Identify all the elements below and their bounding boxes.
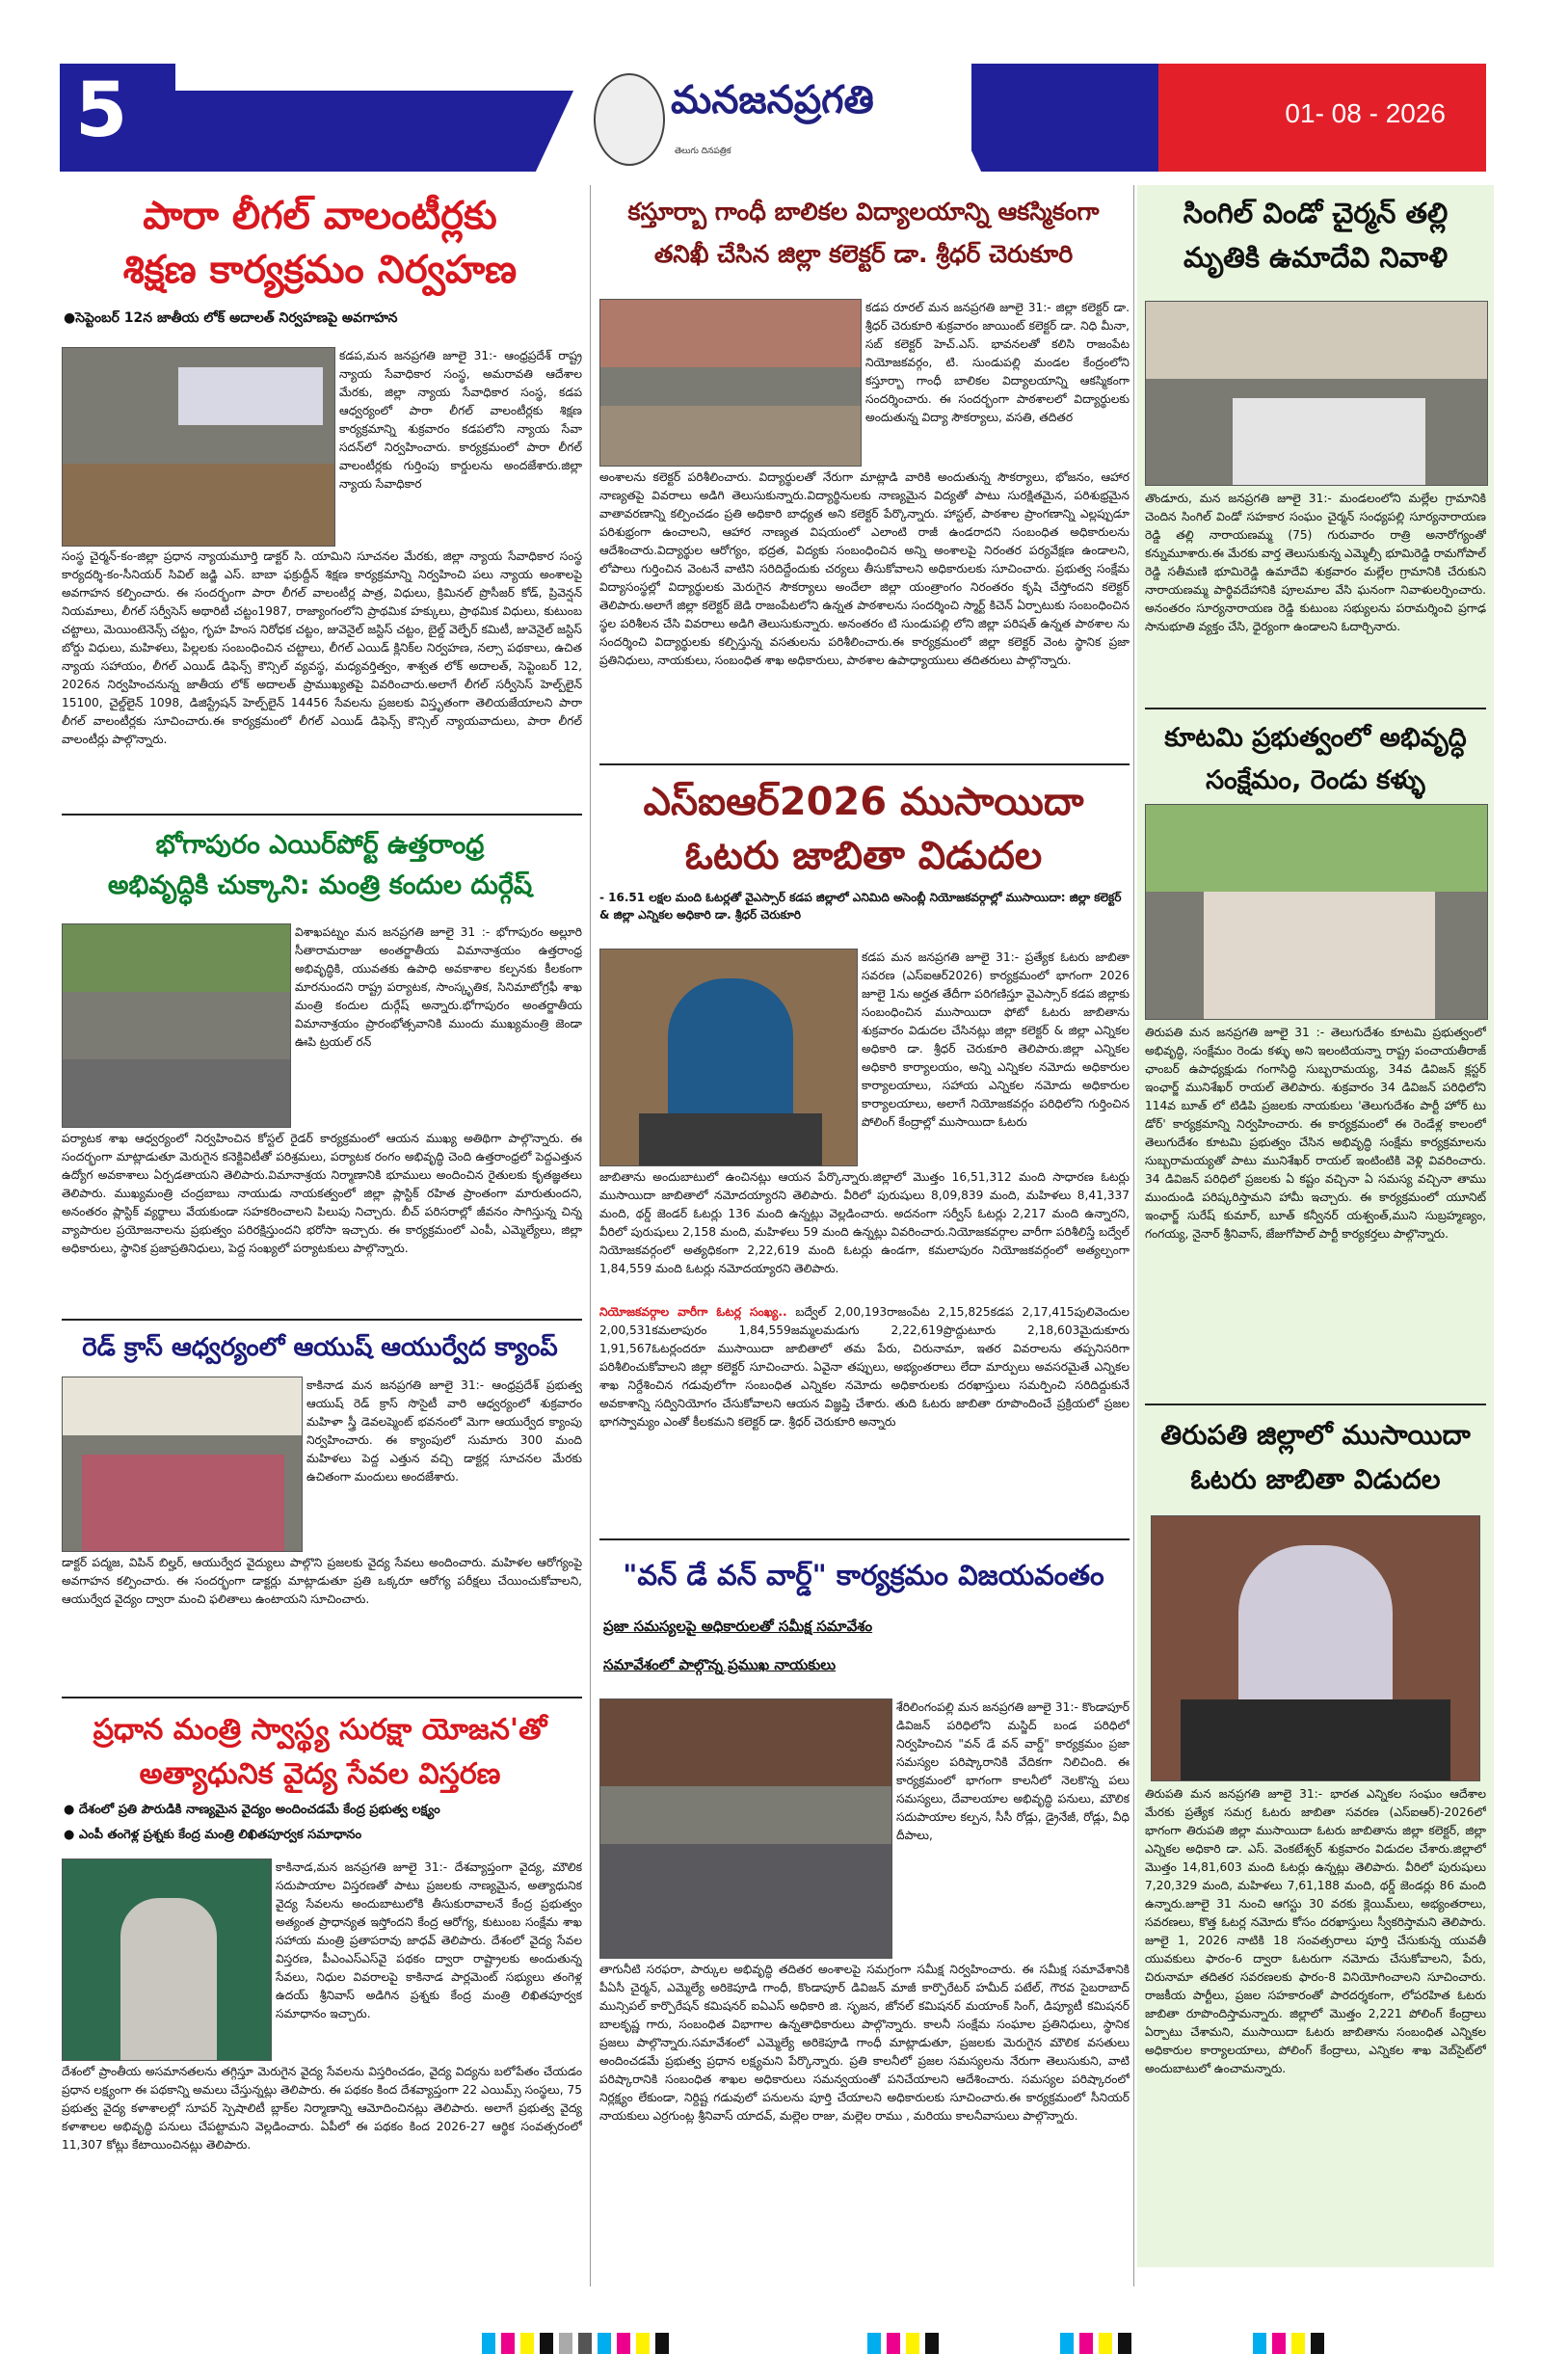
col2-article1-headline [598,191,1130,276]
divider [62,814,582,816]
headline-line1: కస్తూర్బా గాంధీ బాలికల విద్యాలయాన్ని ఆకస్మికంగా [627,198,1100,226]
col1-article3-body: డాక్టర్ పద్మజ, విపిన్ బిల్హర్, ఆయుర్వేద వైద్యులు పాల్గొని ప్రజలకు వైద్య సేవలు అందించారు. మహిళల ఆరోగ్యంపై అవగాహన కల్పించారు. ఈ సందర్భంగా డాక్టర్లు మాట్లాడుతూ ప్రతి ఒక్కరూ ఆరోగ్య పరీక్షలు చేయించుకోవాలని, ఆయుర్వేద వైద్యం ద్వారా మంచి ఫలితాలు ఉంటాయని సూచించారు. [62,1556,582,1606]
airport-minister-photo [62,923,291,1128]
divider [62,1697,582,1698]
headline-line1: తిరుపతి జిల్లాలో ముసాయిదా [1160,1419,1471,1451]
headline-line1: సింగిల్ విండో చైర్మన్ తల్లి [1183,197,1449,229]
masthead [60,64,1486,172]
headline-line1: పారా లీగల్ వాలంటీర్లకు [143,194,497,238]
col1-article2-body: పర్యాటక శాఖ ఆధ్వర్యంలో నిర్వహించిన కోస్టల్ రైడర్ కార్యక్రమంలో ఆయన ముఖ్య అతిథిగా పాల్గొన్నారు. ఈ సందర్భంగా మాట్లాడుతూ మెరుగైన కనెక్టివిటీతో పరిశ్రమలు, పర్యాటక రంగం అభివృద్ధి చెంది ఉత్తరాంధ్రలో పెద్దఎత్తున ఉద్యోగ అవకాశాలు ఏర్పడతాయని తెలిపారు.విమానాశ్రయ నిర్మాణానికి భూములు అందించిన రైతులకు కృతజ్ఞతలు తెలిపారు. ముఖ్యమంత్రి చంద్రబాబు నాయుడు నాయకత్వంలో జిల్లా ప్లాస్టిక్ రహిత ప్రాంతంగా మారుతుందని, అనంతరం ప్లాస్టిక్ వ్యర్థాలు వేయకుండా సహకరించాలని పిలుపు నిచ్చారు. బీచ్ పరిసరాల్లో జీవనం సాగిస్తున్న చిన్న వ్యాపారుల ప్రయోజనాలను ప్రభుత్వం పరిరక్షిస్తుందని భరోసా ఇచ్చారు. ఈ కార్యక్రమంలో ఎంపీ, ఎమ్మెల్యేలు, జిల్లా అధికారులు, స్థానిక ప్రజాప్రతినిధులు, పెద్ద సంఖ్యలో పర్యాటకులు పాల్గొన్నారు. [62,1132,582,1255]
col3-article3-body: తిరుపతి మన జనప్రగతి జూలై 31:- భారత ఎన్నికల సంఘం ఆదేశాల మేరకు ప్రత్యేక సమగ్ర ఓటరు జాబితా సవరణ (ఎస్ఐఆర్)-2026లో భాగంగా తిరుపతి జిల్లా ముసాయిదా ఓటరు జాబితాను జిల్లా కలెక్టర్, జిల్లా ఎన్నికల అధికారి డా. ఎస్. వెంకటేశ్వర్ శుక్రవారం విడుదల చేశారు.జిల్లాలో మొత్తం 14,81,603 మంది ఓటర్లు ఉన్నట్లు తెలిపారు. వీరిలో పురుషులు 7,20,329 మంది, మహిళలు 7,61,188 మంది, థర్డ్ జెండర్లు 86 మంది ఉన్నారు.జూలై 31 నుంచి ఆగస్టు 30 వరకు క్లెయిమ్‌లు, అభ్యంతరాలు, సవరణలు, కొత్త ఓటర్ల నమోదు కోసం దరఖాస్తులు స్వీకరిస్తామని తెలిపారు. జూలై 1, 2026 నాటికి 18 సంవత్సరాలు పూర్తి చేసుకున్న యువతీ యువకులు ఫారం-6 ద్వారా ఓటరుగా నమోదు చేసుకోవాలని, పేరు, చిరునామా తదితర సవరణలకు ఫారం-8 వినియోగించాలని సూచించారు. రాజకీయ పార్టీలు, ప్రజల సహకారంతో పారదర్శకంగా, లోపరహిత ఓటరు జాబితా రూపొందిస్తామన్నారు. జిల్లాలో మొత్తం 2,221 పోలింగ్ కేంద్రాలు ఏర్పాటు చేశామని, ముసాయిదా ఓటరు జాబితాను సంబంధిత ఎన్నికల అధికారుల కార్యాలయాలు, పోలింగ్ కేంద్రాలు, ఎన్నికల శాఖ వెబ్‌సైట్‌లో అందుబాటులో ఉంచామన్నారు. [1145,1787,1486,2075]
headline-line1: ఎస్ఐఆర్2026 ముసాయిదా [643,780,1084,824]
coalition-door-to-door-photo [1145,804,1488,1020]
col1-article4-subhead1: ● దేశంలో ప్రతి పౌరుడికి నాణ్యమైన వైద్యం అందించడమే కేంద్ర ప్రభుత్వ లక్ష్యం [64,1803,440,1817]
col2-article3-headline: "వన్ డే వన్ వార్డ్" కార్యక్రమం విజయవంతం [623,1559,1104,1591]
masthead-right-bar [908,64,1486,172]
issue-date: 01- 08 - 2026 [1285,98,1446,128]
divider [599,1538,1130,1540]
constituency-label: నియోజకవర్గాల వారీగా ఓటర్ల సంఖ్య.. [599,1305,787,1319]
legal-training-photo [62,347,335,547]
constituency-text: బద్వేల్ 2,00,193రాజంపేట 2,15,825కడప 2,17,415పులివెందుల 2,00,531కమలాపురం 1,84,559జమ్మలమడుగు 2,22,619ప్రొద్దుటూరు 2,18,603మైదుకూరు 1,91,567ఓటర్లందరూ ముసాయిదా జాబితాలో తమ పేరు, చిరునామా, ఇతర వివరాలను తప్పనిసరిగా పరిశీలించుకోవాలని జిల్లా కలెక్టర్ సూచించారు. ఏవైనా తప్పులు, అభ్యంతరాలు లేదా మార్పులు అవసరమైతే ఎన్నికల శాఖ నిర్దేశించిన గడువులోగా సంబంధిత ఎన్నికల నమోదు అధికారులకు దరఖాస్తులు సమర్పించి సరిదిద్దుకునే అవకాశాన్ని సద్వినియోగం చేసుకోవాలని ఆయన విజ్ఞప్తి చేశారు. తుది ఓటరు జాబితా రూపొందించే ప్రక్రియలో ప్రజల భాగస్వామ్యం ఎంతో కీలకమని కలెక్టర్ డా. శ్రీధర్ చెరుకూరి అన్నారు [599,1305,1130,1429]
paper-tagline: తెలుగు దినపత్రిక [675,147,731,156]
ayush-camp-photo [62,1377,303,1552]
divider [1145,1404,1486,1405]
collector-press-photo [599,949,858,1166]
col3-article2-headline [1137,717,1494,802]
col1-article1-body-side: కడప,మన జనప్రగతి జూలై 31:- ఆంధ్రప్రదేశ్ రాష్ట్ర న్యాయ సేవాధికార సంస్థ, అమరావతి ఆదేశాల మేరకు, జిల్లా న్యాయ సేవాధికార సంస్థ, కడప ఆధ్వర్యంలో పారా లీగల్ వాలంటీర్లకు శిక్షణ కార్యక్రమాన్ని శుక్రవారం కడపలోని న్యాయ సేవా సదన్‌లో నిర్వహించారు. కార్యక్రమంలో పారా లీగల్ వాలంటీర్లకు గుర్తింపు కార్డులను అందజేశారు.జిల్లా న్యాయ సేవాధికార [339,349,582,491]
col1-article3-headline: రెడ్ క్రాస్ ఆధ్వర్యంలో ఆయుష్ ఆయుర్వేద క్యాంప్ [82,1333,558,1362]
logo-portrait-icon [594,73,665,166]
col2-article3-body-side: శేరిలింగంపల్లి మన జనప్రగతి జూలై 31:- కొండాపూర్ డివిజన్ పరిధిలోని మస్జిద్ బండ పరిధిలో నిర్వహించిన "వన్ డే వన్ వార్డ్" కార్యక్రమం ప్రజా సమస్యల పరిష్కారానికి వేదికగా నిలిచింది. ఈ కార్యక్రమంలో భాగంగా కాలనీలో నెలకొన్న పలు సమస్యలు, దేవాలయాల అభివృద్ధి పనులు, మౌలిక సదుపాయాల కల్పన, సీసీ రోడ్లు, డ్రైనేజీ, రోడ్లు, వీధి దీపాలు, [896,1700,1130,1842]
col2-article1-body-side: కడప రూరల్ మన జనప్రగతి జూలై 31:- జిల్లా కలెక్టర్ డా. శ్రీధర్ చెరుకూరి శుక్రవారం జాయింట్ కలెక్టర్ డా. నిధి మీనా, సబ్ కలెక్టర్ హెచ్.ఎస్. భావనలతో కలిసి రాజంపేట నియోజకవర్గం, టి. సుండుపల్లి మండల కేంద్రంలోని కస్తూర్బా గాంధీ బాలికల విద్యాలయాన్ని ఆకస్మికంగా సందర్శించారు. ఈ సందర్భంగా పాఠశాలలో విద్యార్థులకు అందుతున్న విద్యా సౌకర్యాలు, వసతి, తదితర [865,301,1130,424]
col2-article1-body: అంశాలను కలెక్టర్ పరిశీలించారు. విద్యార్థులతో నేరుగా మాట్లాడి వారికి అందుతున్న సౌకర్యాలు, భోజనం, ఆహార నాణ్యతపై వివరాలు అడిగి తెలుసుకున్నారు.విద్యార్థినులకు నాణ్యమైన విద్యతో పాటు సురక్షితమైన, పరిశుభ్రమైన వాతావరణాన్ని కల్పించడం ప్రతి అధికారి బాధ్యత అని కలెక్టర్ పేర్కొన్నారు. హాస్టల్, పాఠశాల ప్రాంగణాన్ని ఎల్లప్పుడూ పరిశుభ్రంగా ఉంచాలని, ఆహార నాణ్యత విషయంలో ఎలాంటి రాజీ ఉండరాదని సంబంధిత అధికారులను ఆదేశించారు.విద్యార్థుల ఆరోగ్యం, భద్రత, విద్యకు సంబంధించిన అన్ని అంశాలపై నిరంతర పర్యవేక్షణ ఉండాలని, లోపాలు గుర్తించిన వెంటనే వాటిని సరిదిద్దేందుకు చర్యలు తీసుకోవాలని అధికారులకు సూచించారు. ప్రభుత్వ సంక్షేమ విద్యాసంస్థల్లో విద్యార్థులకు మెరుగైన సౌకర్యాలు అందేలా జిల్లా యంత్రాంగం నిరంతరం కృషి చేస్తోందని కలెక్టర్ తెలిపారు.అలాగే జిల్లా కలెక్టర్ జెడి రాజంపేటలోని ఉన్నత పాఠశాలను సందర్శించి స్మార్ట్ కిచెన్ ఏర్పాటుకు సంబంధించిన స్థల పరిశీలన చేసి వివరాలు అడిగి తెలుసుకున్నారు. అనంతరం టి సుండుపల్లి లోని జిల్లా పరిషత్ ఉన్నత పాఠశాల ను సందర్శించి విద్యార్థులకు కల్పిస్తున్న వసతులను పరిశీలించారు.ఈ కార్యక్రమంలో జిల్లా కలెక్టర్ వెంట స్థానిక ప్రజా ప్రతినిధులు, నాయకులు, సంబంధిత శాఖ అధికారులు, పాఠశాల ఉపాధ్యాయులు తదితరులు పాల్గొన్నారు. [599,470,1130,667]
headline-line1: భోగాపురం ఎయిర్‌పోర్ట్ ఉత్తరాంధ్ర [155,830,485,860]
col1-article1-subhead: ●సెప్టెంబర్ 12న జాతీయ లోక్ అదాలత్ నిర్వహణపై అవగాహన [64,310,398,326]
col3-article1-headline [1137,191,1494,280]
col1-article2-headline [60,825,580,906]
page-number: 5 [75,67,128,154]
col3-article1-body: తొండూరు, మన జనప్రగతి జూలై 31:- మండలంలోని మల్లేల గ్రామానికి చెందిన సింగిల్ విండో సహకార సంఘం చైర్మన్ సంధ్యపల్లి సూర్యనారాయణ రెడ్డి తల్లి నారాయణమ్మ (75) గురువారం రాత్రి అనారోగ్యంతో కన్నుమూశారు.ఈ మేరకు వార్త తెలుసుకున్న ఎమ్మెల్సీ భూమిరెడ్డి రామగోపాల్ రెడ్డి సతీమణి భూమిరెడ్డి ఉమాదేవి శుక్రవారం మల్లేల గ్రామానికి చేరుకుని నారాయణమ్మ పార్థివదేహానికి పూలమాల వేసి ఘనంగా నివాళులర్పించారు. అనంతరం సూర్యనారాయణ రెడ్డి కుటుంబ సభ్యులను పరామర్శించి ప్రగాఢ సానుభూతి వ్యక్తం చేసి, ధైర్యంగా ఉండాలని ఓదార్చినారు. [1145,492,1486,633]
collector-school-visit-photo [599,299,862,467]
headline-line1: ప్రధాన మంత్రి స్వాస్థ్య సురక్షా యోజన'తో [93,1713,547,1747]
col1-article1-body: సంస్థ చైర్మన్-కం-జిల్లా ప్రధాన న్యాయమూర్తి డాక్టర్ సి. యామిని సూచనల మేరకు, జిల్లా న్యాయ సేవాధికార సంస్థ కార్యదర్శి-కం-సీనియర్ సివిల్ జడ్జి ఎస్. బాబా ఫక్రుద్దీన్ శిక్షణ కార్యక్రమాన్ని నిర్వహించి పలు న్యాయ అంశాలపై అవగాహన కల్పించారు. ఈ సందర్భంగా పారా లీగల్ వాలంటీర్ల పాత్ర, విధులు, క్రిమినల్ ప్రొసీజర్ కోడ్, ప్రివెన్షన్ నియమాలు, లీగల్ సర్వీసెస్ అథారిటీ చట్టం1987, రాజ్యాంగంలోని ప్రాథమిక హక్కులు, ప్రాథమిక విధులు, కుటుంబ చట్టాలు, మెయింటెనెన్స్ చట్టం, గృహ హింస నిరోధక చట్టం, జువెనైల్ జస్టిస్ చట్టం, బైల్డ్ వెల్ఫేర్ కమిటీ, జువెనైల్ జస్టిస్ బోర్డు విధులు, మహిళలు, పిల్లలకు సంబంధించిన చట్టాలు, లీగల్ ఎయిడ్ క్లినిక్‌ల నిర్వహణ, నల్సా పథకాలు, ఉచిత న్యాయ సహాయం, లీగల్ ఎయిడ్ డిఫెన్స్ కౌన్సిల్ వ్యవస్థ, మధ్యవర్తిత్వం, శాశ్వత లోక్ అదాలత్, సెప్టెంబర్ 12, 2026న నిర్వహించనున్న జాతీయ లోక్ అదాలత్ ప్రాముఖ్యతపై వివరించారు.అలాగే లీగల్ సర్వీసెస్ హెల్ప్‌లైన్ 15100, చైల్డ్‌లైన్ 1098, డిజిస్ట్రేషన్ హెల్ప్‌లైన్ 14456 సేవలను ప్రజలకు విస్తృతంగా తెలియజేయాలని పారా లీగల్ వాలంటీర్లకు సూచించారు.ఈ కార్యక్రమంలో లీగల్ ఎయిడ్ డిఫెన్స్ కౌన్సిల్ న్యాయవాదులు, పారా లీగల్ వాలంటీర్లు పాల్గొన్నారు. [62,549,582,746]
mp-parliament-photo [62,1859,272,2061]
divider [599,763,1130,765]
col1-article4-headline [60,1708,580,1797]
masthead-left-bar [60,64,628,172]
col1-article3-body-side: కాకినాడ మన జనప్రగతి జూలై 31:- ఆంధ్రప్రదేశ్ ప్రభుత్వ ఆయుష్ రెడ్ క్రాస్ సొసైటీ వారి ఆధ్వర్యంలో శుక్రవారం మహిళా స్త్రీ డెవలప్మెంట్ భవనంలో మెగా ఆయుర్వేద క్యాంపు నిర్వహించారు. ఈ క్యాంపులో సుమారు 300 మంది మహిళలు పెద్ద ఎత్తున వచ్చి డాక్టర్ల సూచనల మేరకు ఉచితంగా మందులు అందజేశారు. [306,1378,582,1484]
col3-article3-headline [1137,1413,1494,1502]
col2-article2-headline [598,775,1130,883]
print-color-bar [0,2333,1542,2354]
col1-article2-body-side: విశాఖపట్నం మన జనప్రగతి జూలై 31 :- భోగాపురం అల్లూరి సీతారామరాజు అంతర్జాతీయ విమానాశ్రయం ఉత్తరాంధ్ర అభివృద్ధికి, యువతకు ఉపాధి అవకాశాల కల్పనకు కీలకంగా మారనుందని రాష్ట్ర పర్యాటక, సాంస్కృతిక, సినిమాటోగ్రఫీ శాఖ మంత్రి కందుల దుర్గేష్ అన్నారు.భోగాపురం అంతర్జాతీయ విమానాశ్రయం ప్రారంభోత్సవానికి ముందు ముఖ్యమంత్రి జెండా ఊపి ట్రయల్ రన్ [295,925,582,1049]
column-rule [590,185,591,2286]
col1-article4-subhead2: ● ఎంపీ తంగెళ్ల ప్రశ్నకు కేంద్ర మంత్రి లిఖితపూర్వక సమాధానం [64,1828,362,1842]
column-rule [1133,185,1134,2286]
headline-line2: శిక్షణ కార్యక్రమం నిర్వహణ [122,248,518,292]
col1-article1-headline [60,189,580,297]
headline-line1: కూటమి ప్రభుత్వంలో అభివృద్ధి [1164,723,1467,753]
headline-line2: అభివృద్ధికి చుక్కాని: మంత్రి కందుల దుర్గేష్ [107,870,533,900]
divider [1145,708,1486,709]
paper-name: మనజనప్రగతి [671,77,874,122]
headline-line2: మృతికి ఉమాదేవి నివాళి [1183,241,1449,274]
col1-article4-body-side: కాకినాడ,మన జనప్రగతి జూలై 31:- దేశవ్యాప్తంగా వైద్య, మౌలిక సదుపాయాల విస్తరణతో పాటు ప్రజలకు నాణ్యమైన, అత్యాధునిక వైద్య సేవలను అందుబాటులోకి తీసుకురావాలనే కేంద్ర ప్రభుత్వం అత్యంత ప్రాధాన్యత ఇస్తోందని కేంద్ర ఆరోగ్య, కుటుంబ సంక్షేమ శాఖ సహాయ మంత్రి ప్రతాపరావు జాధవ్ తెలిపారు. దేశంలో వైద్య సేవల విస్తరణ, పీఎంఎస్ఎస్‌వై పథకం ద్వారా రాష్ట్రాలకు అందుతున్న సేవలు, నిధుల వివరాలపై కాకినాడ పార్లమెంట్ సభ్యులు తంగెళ్ల ఉదయ్ శ్రీనివాస్ అడిగిన ప్రశ్నకు కేంద్ర మంత్రి లిఖితపూర్వక సమాధానం ఇచ్చారు. [276,1860,582,2020]
headline-line2: తనిఖీ చేసిన జిల్లా కలెక్టర్ డా. శ్రీధర్ చెరుకూరి [653,240,1074,268]
col2-article2-subhead: - 16.51 లక్షల మంది ఓటర్లతో వైఎస్సార్ కడప జిల్లాలో ఎనిమిది అసెంబ్లీ నియోజకవర్గాల్లో ముసాయిదా: జిల్లా కలెక్టర్ & జిల్లా ఎన్నికల అధికారి డా. శ్రీధర్ చెరుకూరి [599,891,1122,922]
col2-article2-constituencies [599,1303,1130,1531]
col2-article3-subhead1: ప్రజా సమస్యలపై అధికారులతో సమీక్ష సమావేశం [603,1618,873,1635]
col3-article2-body: తిరుపతి మన జనప్రగతి జూలై 31 :- తెలుగుదేశం కూటమి ప్రభుత్వంలో అభివృద్ధి, సంక్షేమం రెండు కళ్ళు అని ఇలంటియన్నా రాష్ట్ర పంచాయతీరాజ్ ఛాంబర్ ఉపాధ్యక్షుడు గంగాసిద్ధి సుబ్బరామయ్య, 34వ డివిజన్ క్లస్టర్ ఇంఛార్జ్ మునిశేఖర్ రాయల్ తెలిపారు. శుక్రవారం 34 డివిజన్ పరిధిలోని 114వ బూత్ లో టిడిపి ప్రజలకు నాయకులు 'తెలుగుదేశం పార్టీ హోర్ టు డోర్' కార్యక్రమాన్ని నిర్వహించారు. ఈ కార్యక్రమంలో ఈ రెండేళ్ల కాలంలో తెలుగుదేశం కూటమి ప్రభుత్వం చేసిన అభివృద్ధి సంక్షేమ కార్యక్రమాలను సుబ్బరామయ్యతో పాటు మునిశేఖర్ రాయల్ ఇంటింటికి వెళ్లి వివరించారు. 34 డివిజన్ పరిధిలో ప్రజలకు ఏ కష్టం వచ్చినా ఏ సమస్య వచ్చినా తాము ముందుండి పరిష్కరిస్తామని హామీ ఇచ్చారు. ఈ కార్యక్రమంలో యూనిట్ ఇంఛార్జ్ సురేష్ కుమార్, బూత్ కన్వీనర్ యశ్వంత్,ముని సుబ్రహ్మణ్యం, గంగయ్య, నైనార్ శ్రీనివాస్, జేజుగోపాల్ పార్టీ కార్యకర్తలు పాల్గొన్నారు. [1145,1026,1486,1241]
one-day-one-ward-meeting-photo [599,1698,892,1959]
divider [62,1319,582,1321]
col2-article2-body-side: కడప మన జనప్రగతి జూలై 31:- ప్రత్యేక ఓటరు జాబితా సవరణ (ఎస్ఐఆర్2026) కార్యక్రమంలో భాగంగా 2026 జూలై 1ను అర్హత తేదీగా పరిగణిస్తూ వైఎస్సార్ కడప జిల్లాకు సంబంధించిన ముసాయిదా ఫోటో ఓటరు జాబితాను శుక్రవారం విడుదల చేసినట్లు జిల్లా కలెక్టర్ & జిల్లా ఎన్నికల అధికారి డా. శ్రీధర్ చెరుకూరి తెలిపారు.జిల్లా ఎన్నికల అధికారి కార్యాలయం, అన్ని ఎన్నికల నమోదు అధికారుల కార్యాలయాలు, సహాయ ఎన్నికల నమోదు అధికారుల కార్యాలయాలు, అలాగే నియోజకవర్గం పరిధిలోని గుర్తించిన పోలింగ్ కేంద్రాల్లో ముసాయిదా ఓటరు [862,950,1130,1129]
col1-article4-body: దేశంలో ప్రాంతీయ అసమానతలను తగ్గిస్తూ మెరుగైన వైద్య సేవలను విస్తరించడం, వైద్య విద్యను బలోపేతం చేయడం ప్రధాన లక్ష్యంగా ఈ పథకాన్ని అమలు చేస్తున్నట్లు తెలిపారు. ఈ పథకం కింద దేశవ్యాప్తంగా 22 ఎయిమ్స్ సంస్థలు, 75 ప్రభుత్వ వైద్య కళాశాలల్లో సూపర్ స్పెషాలిటీ బ్లాక్‌ల నిర్మాణాన్ని ఆమోదించినట్లు తెలిపారు. అలాగే ప్రభుత్వ వైద్య కళాశాలల అభివృద్ధి పనులు చేపట్టామని వెల్లడించారు. ఏపీలో ఈ పథకం కింద 2026-27 ఆర్థిక సంవత్సరంలో 11,307 కోట్లు కేటాయించినట్లు తెలిపారు. [62,2065,582,2152]
tribute-photo [1145,301,1488,486]
col2-article3-subhead2: సమావేశంలో పాల్గొన్న ప్రముఖ నాయకులు [603,1656,837,1673]
col2-article3-body: తాగునీటి సరఫరా, పార్కుల అభివృద్ధి తదితర అంశాలపై సమగ్రంగా సమీక్ష నిర్వహించారు. ఈ సమీక్ష సమావేశానికి పీఏసీ చైర్మన్, ఎమ్మెల్యే అరికెపూడి గాంధీ, కొండాపూర్ డివిజన్ మాజీ కార్పొరేటర్ హమీద్ పటేల్, గౌరవ సైబరాబాద్ మున్సిపల్ కార్పొరేషన్ కమిషనర్ ఐఏఎస్ అధికారి జి. సృజన, జోనల్ కమిషనర్ మయాంక్ సింగ్, డిప్యూటీ కమిషనర్ బాలకృష్ణ గారు, సంబంధిత విభాగాల ఉన్నతాధికారులు పాల్గొన్నారు. కాలనీ సంక్షేమ సంఘాల ప్రతినిధులు, స్థానిక ప్రజలు పాల్గొన్నారు.సమావేశంలో ఎమ్మెల్యే అరికెపూడి గాంధీ మాట్లాడుతూ, ప్రజలకు మెరుగైన మౌలిక వసతులు అందించడమే ప్రభుత్వ ప్రధాన లక్ష్యమని పేర్కొన్నారు. ప్రతి కాలనీలో ప్రజల సమస్యలను నేరుగా తెలుసుకుని, వాటి పరిష్కారానికి సంబంధిత శాఖల అధికారులు సమన్వయంతో పనిచేయాలని ఆదేశించారు. సమస్యల పరిష్కారంలో నిర్లక్ష్యం లేకుండా, నిర్దిష్ట గడువులో పనులను పూర్తి చేయాలని అధికారులకు సూచించారు.ఈ కార్యక్రమంలో సీనియర్ నాయకులు ఎర్రగుంట్ల శ్రీనివాస్ యాదవ్, మల్లెల రాజు, మల్లెల రాము , మరియు కాలనీవాసులు పాల్గొన్నారు. [599,1963,1130,2123]
headline-line2: ఓటరు జాబితా విడుదల [1190,1463,1441,1495]
headline-line2: సంక్షేమం, రెండు కళ్ళు [1206,765,1425,795]
tirupati-collector-photo [1151,1515,1480,1781]
col2-article2-body: జాబితాను అందుబాటులో ఉంచినట్లు ఆయన పేర్కొన్నారు.జిల్లాలో మొత్తం 16,51,312 మంది సాధారణ ఓటర్లు ముసాయిదా జాబితాలో నమోదయ్యారని తెలిపారు. వీరిలో పురుషులు 8,09,839 మంది, మహిళలు 8,41,337 మంది, థర్డ్ జెండర్ ఓటర్లు 136 మంది ఉన్నట్లు వెల్లడించారు. అదనంగా సర్వీస్ ఓటర్లు 2,217 మంది ఉన్నారని, వీరిలో పురుషులు 2,158 మంది, మహిళలు 59 మంది ఉన్నట్లు వివరించారు.నియోజకవర్గాల వారీగా పరిశీలిస్తే బద్వేల్ నియోజకవర్గంలో అత్యధికంగా 2,22,619 మంది ఓటర్లు ఉండగా, కమలాపురం నియోజకవర్గంలో అత్యల్పంగా 1,84,559 మంది ఓటర్లు నమోదయ్యారని తెలిపారు. [599,1170,1130,1275]
headline-line2: అత్యాధునిక వైద్య సేవల విస్తరణ [139,1757,501,1791]
headline-line2: ఓటరు జాబితా విడుదల [684,834,1043,878]
paper-logo [588,64,971,172]
